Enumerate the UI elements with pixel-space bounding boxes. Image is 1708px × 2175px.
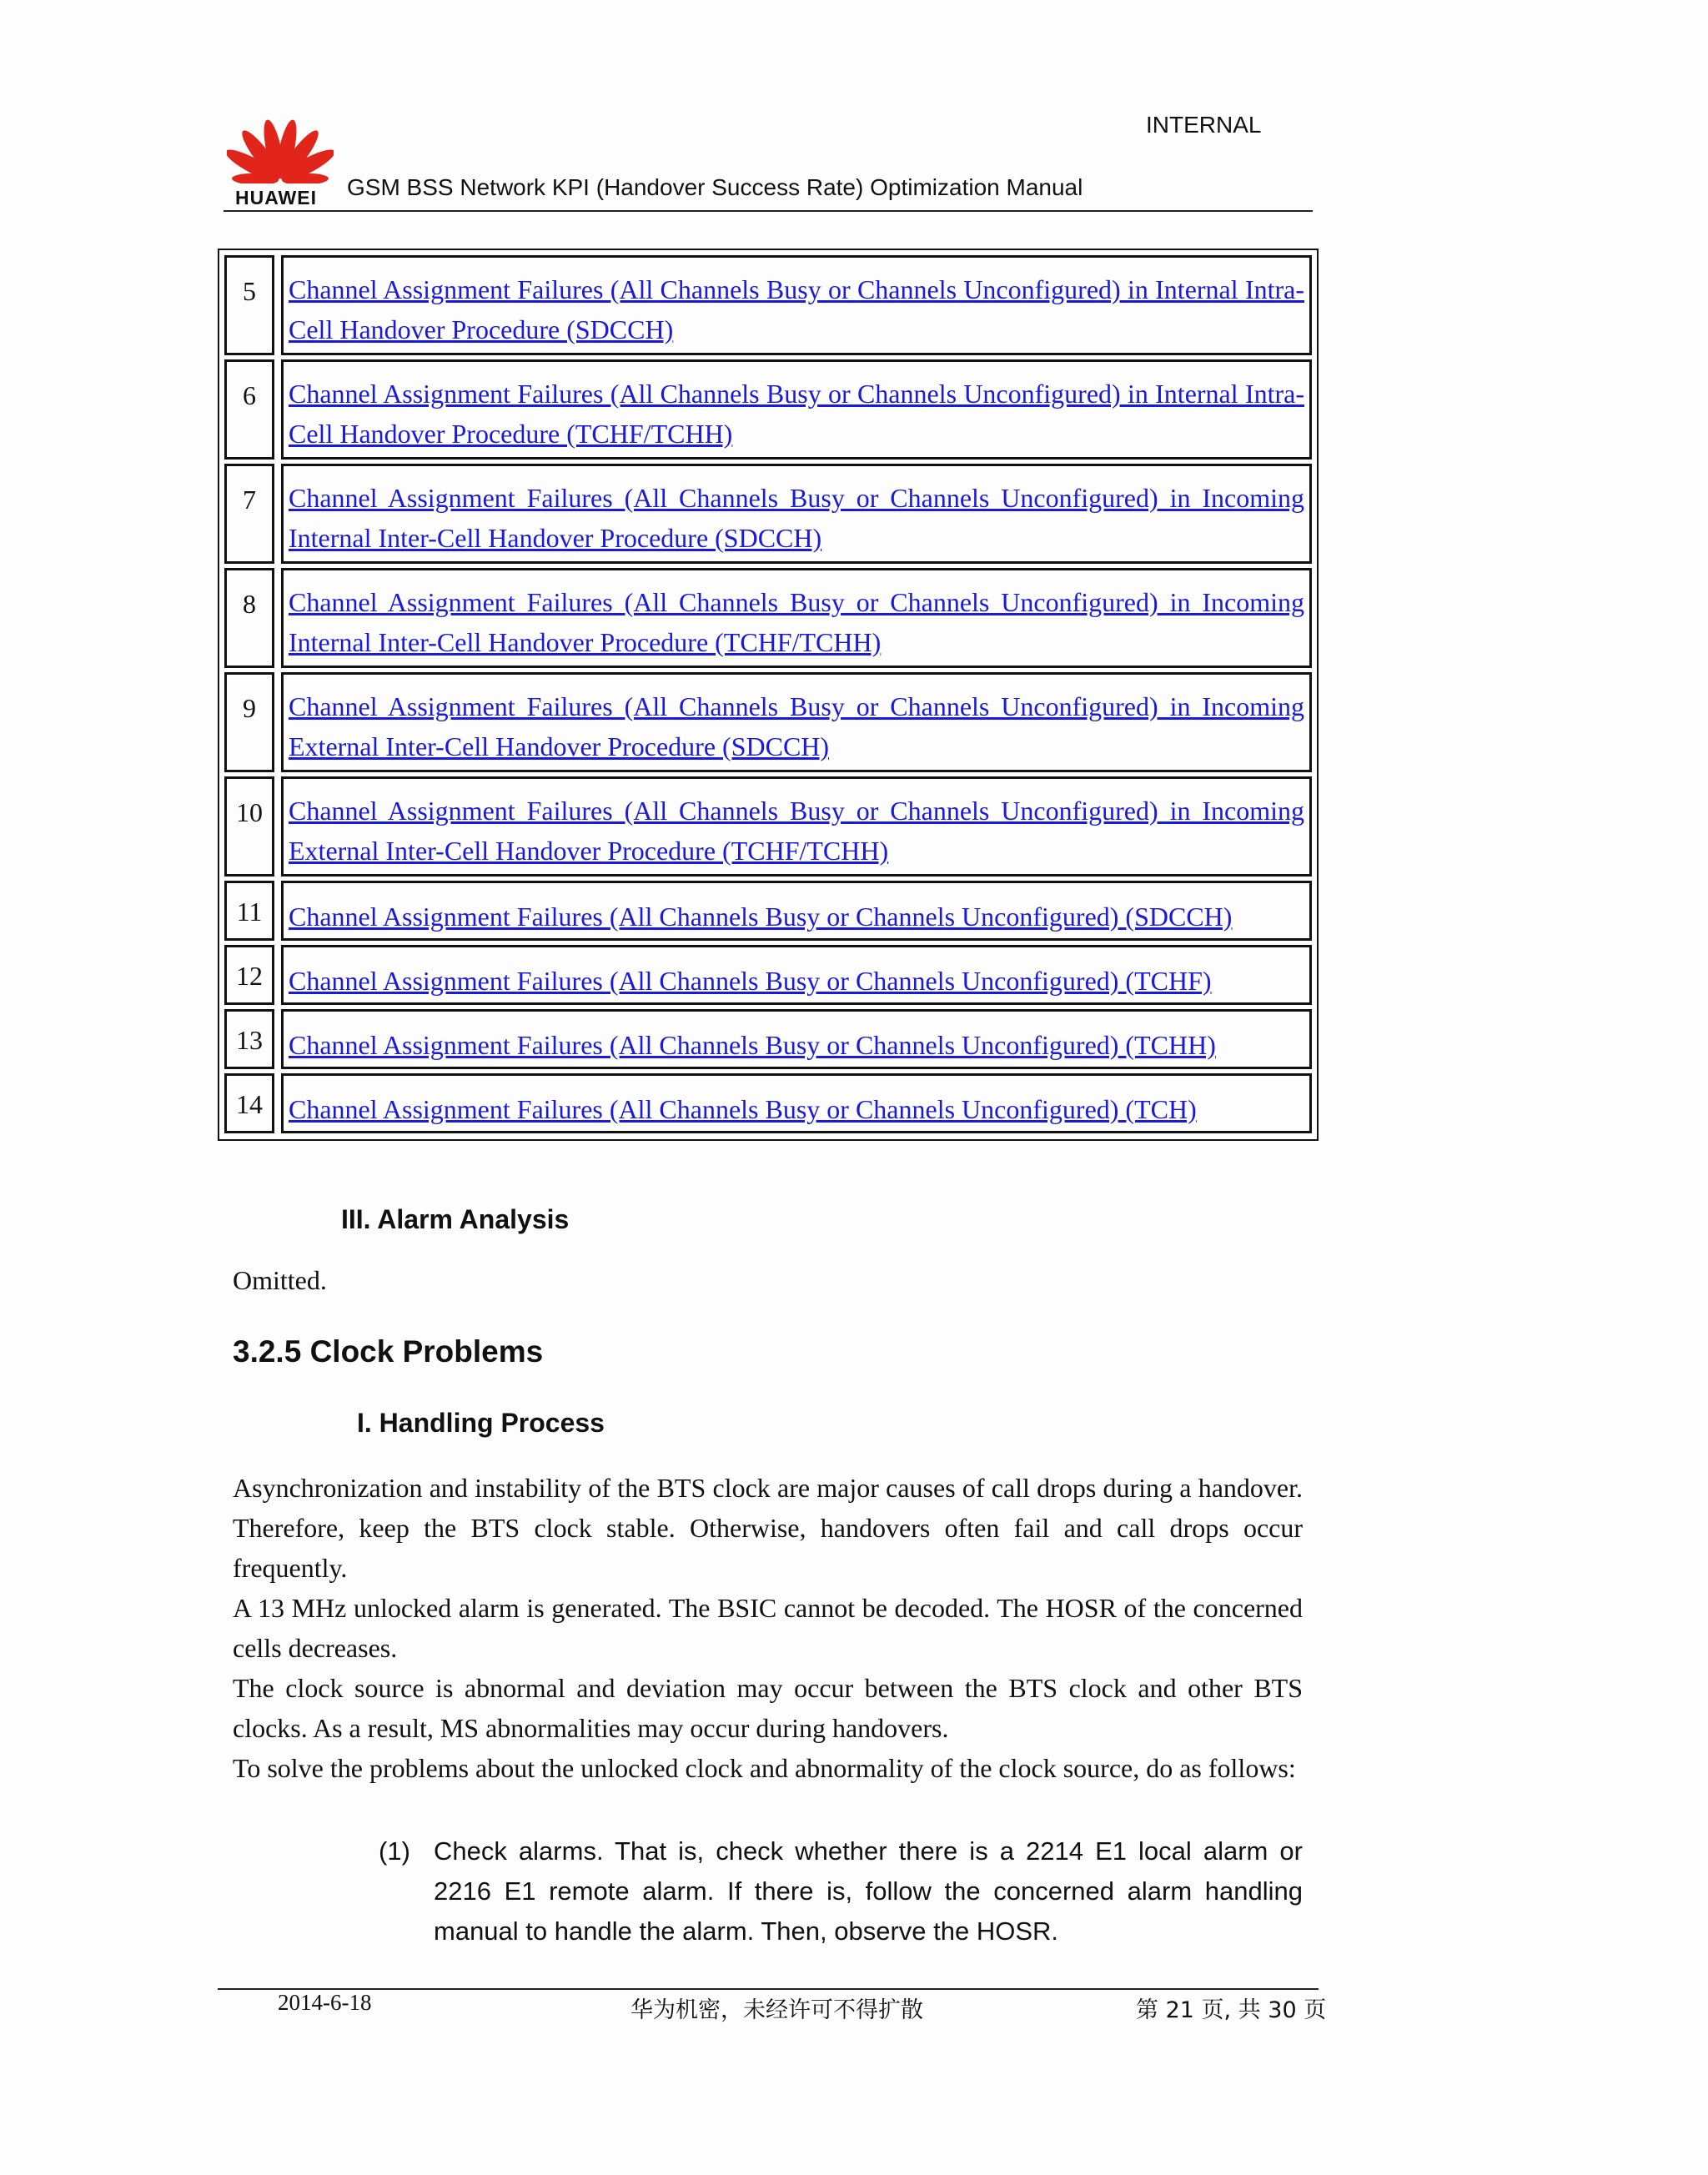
section-heading-clock-problems: 3.2.5 Clock Problems (233, 1334, 544, 1369)
footer-divider (218, 1988, 1319, 1990)
classification-label: INTERNAL (1146, 112, 1262, 138)
huawei-flower-icon (227, 117, 334, 183)
row-number: 8 (224, 568, 274, 668)
document-title: GSM BSS Network KPI (Handover Success Rate) Optimization Manual (347, 174, 1083, 200)
row-number: 9 (224, 672, 274, 772)
row-text-cell (281, 945, 1312, 1005)
row-text-cell (281, 672, 1312, 772)
row-number: 10 (224, 776, 274, 877)
row-text-cell (281, 1073, 1312, 1133)
row-text-cell (281, 568, 1312, 668)
counter-table (218, 249, 1319, 1141)
counter-link[interactable]: Channel Assignment Failures (All Channels Busy or Channels Unconfigured) (SDCCH) (289, 902, 1233, 932)
row-number: 7 (224, 464, 274, 564)
row-text-cell (281, 1009, 1312, 1069)
footer-date: 2014-6-18 (278, 1990, 372, 2015)
body-paragraph: Asynchronization and instability of the BTS clock are major causes of call drops during a handover. Therefore, keep the BTS clock stable. Otherwise, handovers often fail and call drops occur frequently. (233, 1473, 1303, 1583)
counter-link[interactable]: Channel Assignment Failures (All Channels Busy or Channels Unconfigured) in Internal Intra-Cell Handover Procedure (TCHF/TCHH) (289, 379, 1304, 449)
row-number: 14 (224, 1073, 274, 1133)
header-divider (224, 210, 1313, 212)
logo-wordmark: HUAWEI (235, 187, 317, 208)
counter-link[interactable]: Channel Assignment Failures (All Channels Busy or Channels Unconfigured) in Incoming External Inter-Cell Handover Procedure (TCHF/TCHH) (289, 796, 1304, 866)
row-text-cell (281, 464, 1312, 564)
row-text-cell (281, 359, 1312, 460)
list-number: (1) (379, 1836, 410, 1866)
row-number: 11 (224, 881, 274, 941)
row-text-cell (281, 776, 1312, 877)
row-text-cell (281, 881, 1312, 941)
counter-link[interactable]: Channel Assignment Failures (All Channels Busy or Channels Unconfigured) in Incoming Internal Inter-Cell Handover Procedure (TCHF/TCHH) (289, 587, 1304, 657)
counter-link[interactable]: Channel Assignment Failures (All Channels Busy or Channels Unconfigured) (TCHF) (289, 966, 1212, 996)
omitted-text: Omitted. (233, 1265, 327, 1295)
footer-page-number: 第 21 页, 共 30 页 (1136, 1997, 1327, 2023)
body-paragraph: To solve the problems about the unlocked clock and abnormality of the clock source, do as follows: (233, 1753, 1296, 1783)
counter-link[interactable]: Channel Assignment Failures (All Channels Busy or Channels Unconfigured) in Incoming Internal Inter-Cell Handover Procedure (SDCCH) (289, 483, 1304, 553)
row-number: 12 (224, 945, 274, 1005)
body-paragraph: The clock source is abnormal and deviation may occur between the BTS clock and other BTS clocks. As a result, MS abnormalities may occur during handovers. (233, 1673, 1303, 1743)
row-text-cell (281, 255, 1312, 355)
row-number: 13 (224, 1009, 274, 1069)
handling-process-heading: I. Handling Process (357, 1408, 605, 1438)
counter-link[interactable]: Channel Assignment Failures (All Channels Busy or Channels Unconfigured) in Internal Intra-Cell Handover Procedure (SDCCH) (289, 274, 1304, 344)
list-text: Check alarms. That is, check whether there is a 2214 E1 local alarm or 2216 E1 remote alarm. If there is, follow the concerned alarm handling manual to handle the alarm. Then, observe the HOSR. (434, 1836, 1303, 1946)
counter-link[interactable]: Channel Assignment Failures (All Channels Busy or Channels Unconfigured) (TCHH) (289, 1030, 1216, 1060)
huawei-logo (227, 117, 334, 210)
row-number: 6 (224, 359, 274, 460)
alarm-analysis-heading: III. Alarm Analysis (341, 1204, 570, 1234)
counter-link[interactable]: Channel Assignment Failures (All Channels Busy or Channels Unconfigured) in Incoming External Inter-Cell Handover Procedure (SDCCH) (289, 691, 1304, 761)
counter-link[interactable]: Channel Assignment Failures (All Channels Busy or Channels Unconfigured) (TCH) (289, 1094, 1197, 1124)
footer-confidentiality: 华为机密，未经许可不得扩散 (630, 1997, 923, 2023)
row-number: 5 (224, 255, 274, 355)
body-paragraph: A 13 MHz unlocked alarm is generated. The BSIC cannot be decoded. The HOSR of the concerned cells decreases. (233, 1593, 1303, 1663)
